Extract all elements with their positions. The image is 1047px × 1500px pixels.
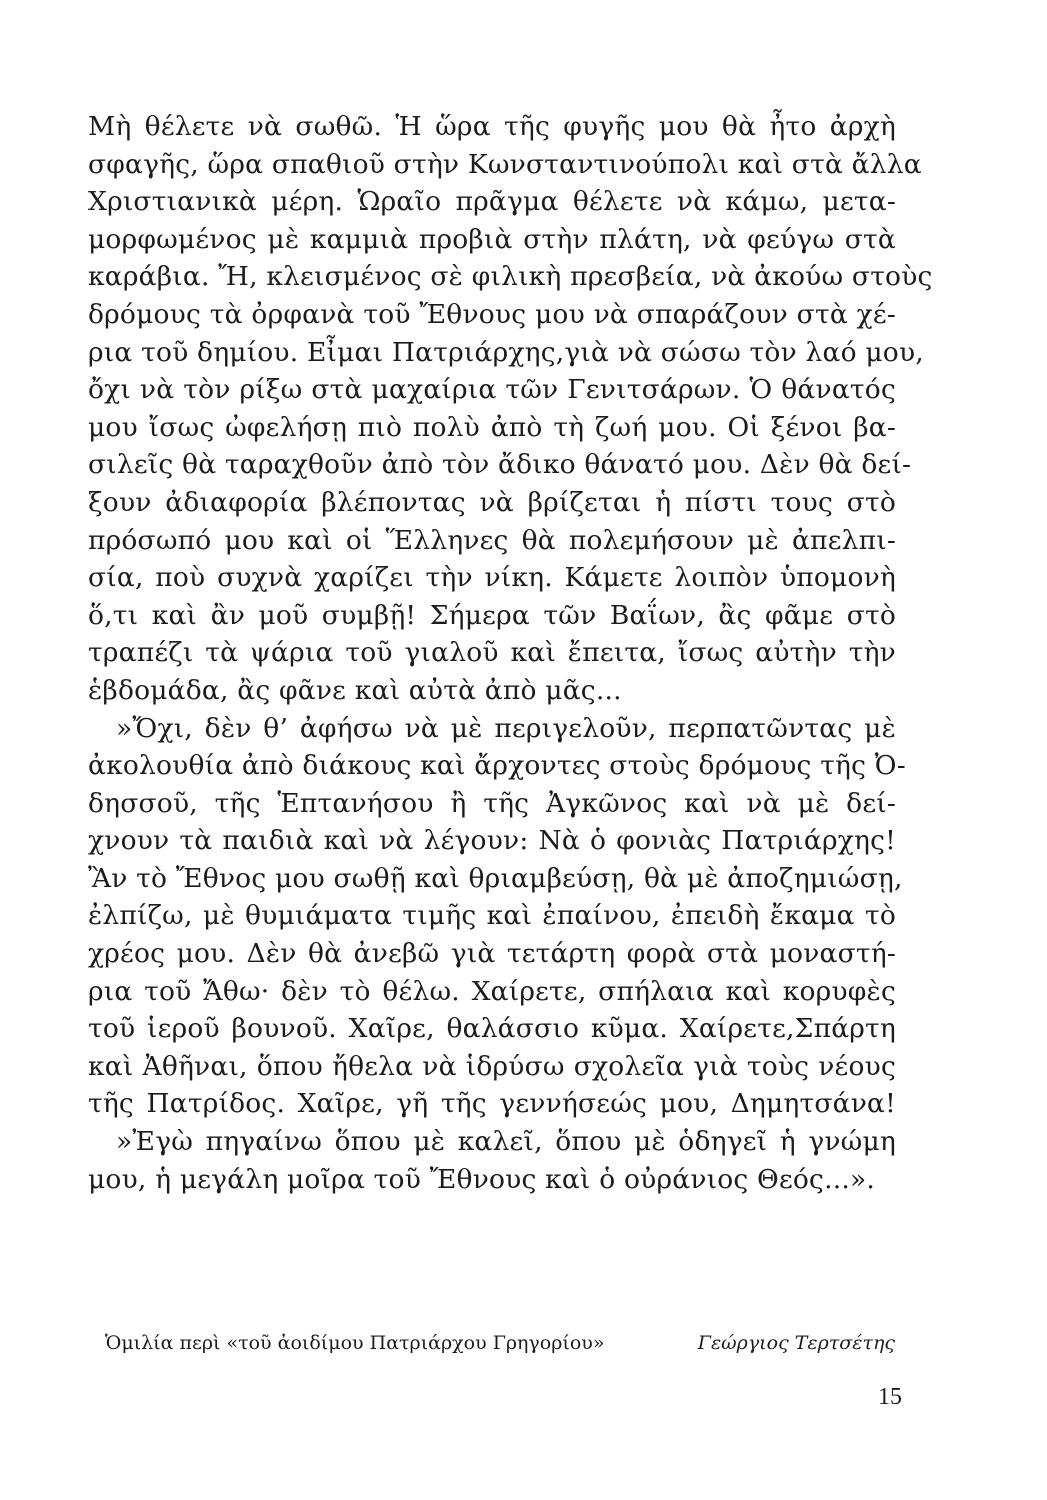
text-line: Ἂν τὸ Ἔθνος μου σωθῇ καὶ θριαμβεύσῃ, θὰ μὲ ἀποζημιώσῃ, (88, 862, 903, 894)
text-line: ἐλπίζω, μὲ θυμιάματα τιμῆς καὶ ἐπαίνου, ἐπειδὴ ἔκαμα τὸ (88, 900, 896, 932)
text-line: τῆς Πατρίδος. Χαῖρε, γῆ τῆς γεννήσεώς μου, Δημητσάνα! (88, 1088, 896, 1120)
text-line: ἀκολουθία ἀπὸ διάκους καὶ ἄρχοντες στοὺς δρόμους τῆς Ὀ- (88, 750, 906, 782)
text-line: δησσοῦ, τῆς Ἑπτανήσου ἢ τῆς Ἀγκῶνος καὶ νὰ μὲ δεί- (88, 787, 896, 819)
text-line: ρια τοῦ Ἄθω· δὲν τὸ θέλω. Χαίρετε, σπήλαια καὶ κορυφὲς (88, 975, 896, 1007)
text-line: τοῦ ἱεροῦ βουνοῦ. Χαῖρε, θαλάσσιο κῦμα. Χαίρετε,Σπάρτη (88, 1013, 896, 1045)
text-line: μου, ἡ μεγάλη μοῖρα τοῦ Ἔθνους καὶ ὁ οὐράνιος Θεός...». (88, 1163, 876, 1195)
source-title: Ὁμιλία περὶ «τοῦ ἀοιδίμου Πατριάρχου Γρηγορίου» (105, 1332, 605, 1354)
text-line: χνουν τὰ παιδιὰ καὶ νὰ λέγουν: Νὰ ὁ φονιὰς Πατριάρχης! (88, 825, 896, 857)
text-line: »Ἐγὼ πηγαίνω ὅπου μὲ καλεῖ, ὅπου μὲ ὁδηγεῖ ἡ γνώμη (116, 1126, 896, 1158)
text-line: σφαγῆς, ὥρα σπαθιοῦ στὴν Κωνσταντινούπολι καὶ στὰ ἄλλα (88, 148, 922, 180)
text-line: χρέος μου. Δὲν θὰ ἀνεβῶ γιὰ τετάρτη φορὰ στὰ μοναστή- (88, 938, 896, 970)
text-line: σία, ποὺ συχνὰ χαρίζει τὴν νίκη. Κάμετε λοιπὸν ὑπομονὴ (88, 562, 896, 594)
page-number: 15 (878, 1384, 902, 1410)
text-line: ἑβδομάδα, ἂς φᾶνε καὶ αὐτὰ ἀπὸ μᾶς... (88, 674, 622, 706)
text-line: τραπέζι τὰ ψάρια τοῦ γιαλοῦ καὶ ἔπειτα, ἴσως αὐτὴν τὴν (88, 637, 896, 669)
body-text (88, 108, 933, 1198)
text-line: μου ἴσως ὠφελήσῃ πιὸ πολὺ ἀπὸ τὴ ζωή μου. Οἱ ξένοι βα- (88, 411, 896, 443)
text-line: πρόσωπό μου καὶ οἱ Ἕλληνες θὰ πολεμήσουν μὲ ἀπελπι- (88, 524, 896, 556)
source-citation (105, 1328, 895, 1358)
source-author: Γεώργιος Τερτσέτης (697, 1332, 895, 1354)
text-line: καὶ Ἀθῆναι, ὅπου ἤθελα νὰ ἱδρύσω σχολεῖα γιὰ τοὺς νέους (88, 1050, 896, 1082)
text-line: ὄχι νὰ τὸν ρίξω στὰ μαχαίρια τῶν Γενιτσάρων. Ὁ θάνατός (88, 374, 896, 406)
text-line: Χριστιανικὰ μέρη. Ὡραῖο πρᾶγμα θέλετε νὰ κάμω, μετα- (88, 186, 896, 218)
text-line: ρια τοῦ δημίου. Εἶμαι Πατριάρχης,γιὰ νὰ σώσω τὸν λαό μου, (88, 336, 924, 368)
text-line: καράβια. Ἤ, κλεισμένος σὲ φιλικὴ πρεσβεία, νὰ ἀκούω στοὺς (88, 261, 933, 293)
text-line: μορφωμένος μὲ καμμιὰ προβιὰ στὴν πλάτη, νὰ φεύγω στὰ (88, 223, 896, 255)
text-line: ὅ,τι καὶ ἂν μοῦ συμβῇ! Σήμερα τῶν Βαΐων, ἂς φᾶμε στὸ (88, 599, 896, 631)
text-line: σιλεῖς θὰ ταραχθοῦν ἀπὸ τὸν ἄδικο θάνατό μου. Δὲν θὰ δεί- (88, 449, 912, 481)
text-line: Μὴ θέλετε νὰ σωθῶ. Ἡ ὥρα τῆς φυγῆς μου θὰ ἦτο ἀρχὴ (88, 111, 896, 142)
text-line: δρόμους τὰ ὀρφανὰ τοῦ Ἔθνους μου νὰ σπαράζουν στὰ χέ- (88, 298, 896, 330)
text-line: »Ὄχι, δὲν θ’ ἀφήσω νὰ μὲ περιγελοῦν, περπατῶντας μὲ (116, 712, 896, 744)
text-line: ξουν ἀδιαφορία βλέποντας νὰ βρίζεται ἡ πίστι τους στὸ (88, 486, 896, 518)
